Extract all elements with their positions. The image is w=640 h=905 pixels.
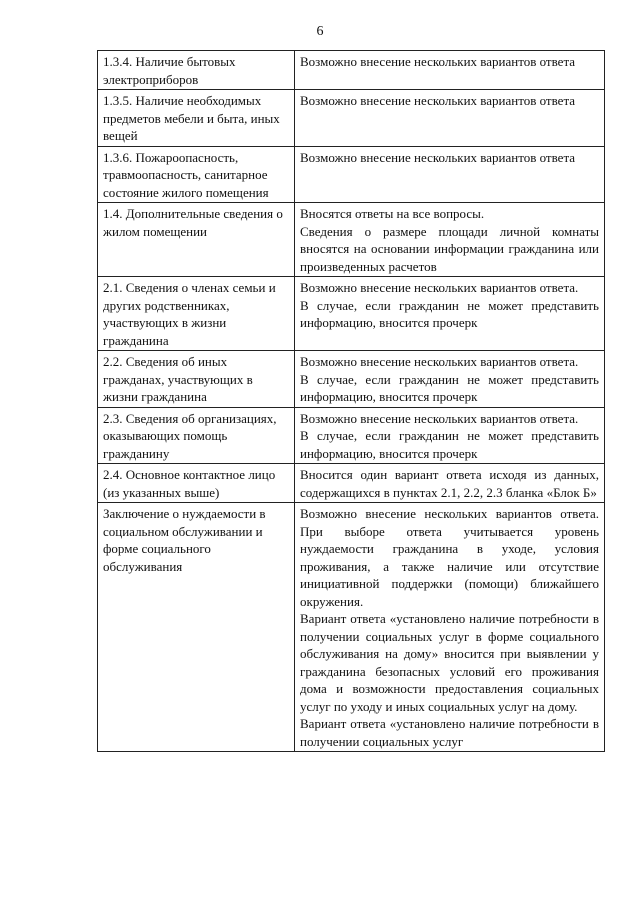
table-row [98,503,605,752]
instruction-text: Возможно внесение нескольких вариантов ответа. [300,280,579,295]
instruction-text: В случае, если гражданин не может представить информацию, вносится прочерк [300,428,599,461]
instruction-text: Возможно внесение нескольких вариантов ответа [300,93,576,108]
table-row [98,146,605,203]
field-name-cell: 2.2. Сведения об иных гражданах, участвующих в жизни гражданина [98,351,295,408]
field-instruction-cell [295,503,605,752]
instruction-text: В случае, если гражданин не может представить информацию, вносится прочерк [300,297,599,330]
instruction-text: Возможно внесение нескольких вариантов ответа [300,54,576,69]
field-instruction-cell [295,90,605,147]
field-instruction-cell [295,277,605,351]
field-name-cell: 1.3.6. Пожароопасность, травмоопасность, санитарное состояние жилого помещения [98,146,295,203]
table-row [98,351,605,408]
instruction-text: Вносится один вариант ответа исходя из данных, содержащихся в пунктах 2.1, 2.2, 2.3 бланка «Блок Б» [300,467,599,500]
field-name-cell: 2.3. Сведения об организациях, оказывающих помощь гражданину [98,407,295,464]
instruction-text: Возможно внесение нескольких вариантов ответа [300,149,576,165]
field-instruction-cell [295,203,605,277]
field-instruction-cell [295,146,605,203]
instruction-text: Возможно внесение нескольких вариантов ответа. При выборе ответа учитывается уровень нуждаемости гражданина в уходе, условия проживания, а также наличие или отсутствие инициативной поддержки (помощи) ближайшего окружения. [300,506,599,609]
instruction-text: Возможно внесение нескольких вариантов ответа. [300,354,579,369]
instruction-text: Возможно внесение нескольких вариантов ответа. [300,410,579,426]
field-name-cell: 1.3.5. Наличие необходимых предметов мебели и быта, иных вещей [98,90,295,147]
table-row [98,407,605,464]
table-row [98,277,605,351]
field-instruction-cell [295,407,605,464]
instruction-text: В случае, если гражданин не может представить информацию, вносится прочерк [300,371,599,404]
instructions-table [97,50,605,752]
field-name-cell: 1.3.4. Наличие бытовых электроприборов [98,51,295,90]
instruction-text: Вариант ответа «установлено наличие потребности в получении социальных услуг в форме социального обслуживания на дому» вносится при выявлении у гражданина безопасных условий его проживания дома и возможности предоставления социальных услуг по уходу и иных социальных услуг на дому. [300,611,599,714]
field-instruction-cell [295,51,605,90]
field-instruction-cell [295,351,605,408]
table-row [98,90,605,147]
instruction-text: Вносятся ответы на все вопросы. [300,206,485,221]
table-row [98,464,605,503]
table-row [98,203,605,277]
instruction-text: Вариант ответа «установлено наличие потребности в получении социальных услуг [300,716,599,749]
field-name-cell: 2.4. Основное контактное лицо (из указанных выше) [98,464,295,503]
instruction-text: Сведения о размере площади личной комнаты вносятся на основании информации гражданина или произведенных расчетов [300,223,599,274]
field-name-cell: Заключение о нуждаемости в социальном обслуживании и форме социального обслуживания [98,503,295,752]
page-number: 6 [316,24,324,39]
table-row [98,51,605,90]
field-name-cell: 2.1. Сведения о членах семьи и других родственниках, участвующих в жизни гражданина [98,277,295,351]
field-name-cell: 1.4. Дополнительные сведения о жилом помещении [98,203,295,277]
field-instruction-cell [295,464,605,503]
